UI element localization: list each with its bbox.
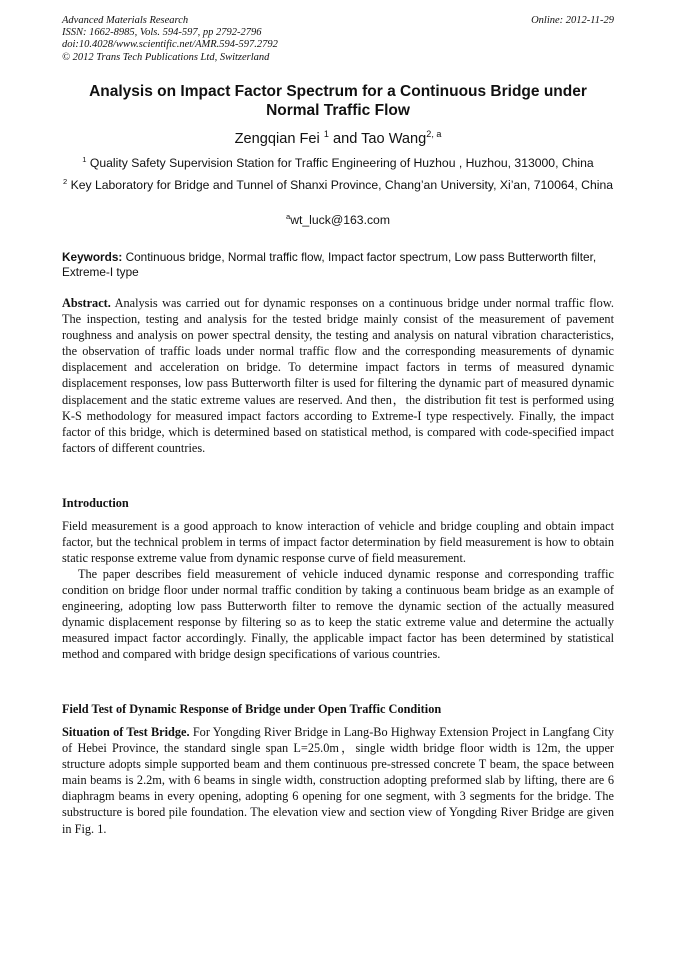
email-mark: a (286, 211, 291, 221)
journal-copyright: © 2012 Trans Tech Publications Ltd, Switzerland (62, 51, 270, 63)
author-1-affil-mark: 1 (323, 129, 329, 140)
author-2: Tao Wang (361, 131, 427, 147)
abstract (62, 295, 614, 456)
introduction-paragraph-1: Field measurement is a good approach to know interaction of vehicle and bridge coupling and obtain impact factor, but the technical problem in terms of impact factor determination by field measurement is how to obtain static response extreme value from dynamic response curve of field measurement. (62, 519, 614, 566)
author-1: Zengqian Fei (234, 131, 320, 147)
test-bridge-lead: Situation of Test Bridge. (62, 725, 190, 739)
abstract-text: Analysis was carried out for dynamic responses on a continuous bridge under normal traffic flow. The inspection, testing and analysis for the tested bridge mainly consist of the measurement of pavement roughness and analysis on power spectral density, the testing and analysis on natural vibration characteristics, the observation of traffic loads under normal traffic flow and the corresponding measurements of dynamic displacement and acceleration on bridge. To determine impact factors in terms of measured dynamic displacement responses, low pass Butterworth filter is used for filtering the dynamic part of measured dynamic displacement and the static extreme values are reserved. And then，the distribution fit test is performed using K-S methodology for measured impact factors according to Extreme-I type respectively. Finally, the impact factor of this bridge, which is determined based on statistical method, is compared with code-specified impact factors of different countries. (62, 296, 614, 455)
journal-name: Advanced Materials Research (62, 15, 189, 26)
abstract-label: Abstract. (62, 296, 111, 310)
author-conjunction: and (328, 131, 362, 147)
keywords-text: Continuous bridge, Normal traffic flow, Impact factor spectrum, Low pass Butterworth filter, Extreme-I type (62, 250, 597, 280)
affiliation-2 (62, 178, 614, 193)
email-address[interactable]: wt_luck@163.com (290, 213, 390, 227)
introduction-paragraph-2: The paper describes field measurement of vehicle induced dynamic response and corresponding traffic condition on bridge floor under normal traffic condition by taking a continuous beam bridge as an example of engineering, adopting low pass Butterworth filter to remove the dynamic section of the actually measured dynamic displacement response by filtering so as to keep the static extreme value and determine the actually measured impact factor accordingly. Finally, the applicable impact factor has been determined by statistical method and compared with bridge design specifications of various countries. (62, 567, 614, 662)
introduction-heading: Introduction (62, 496, 129, 510)
field-test-paragraph (62, 724, 614, 837)
affiliation-1 (62, 156, 614, 171)
affiliation-1-text: Quality Safety Supervision Station for Traffic Engineering of Huzhou , Huzhou, 313000, China (89, 156, 594, 170)
keywords (62, 250, 614, 281)
paper-title: Analysis on Impact Factor Spectrum for a Continuous Bridge under Normal Traffic Flow (89, 83, 587, 119)
journal-issn: ISSN: 1662-8985, Vols. 594-597, pp 2792-2796 (62, 27, 262, 39)
test-bridge-text: For Yongding River Bridge in Lang-Bo Highway Extension Project in Langfang City of Hebei Province, the standard single span L=25.0m，single width bridge floor width is 12m, the upper structure adopts simple supported beam and them continuous pre-stressed concrete T beam, the space between main beams is 2.2m, with 6 beams in single width, construction adopting preformed slab by lifting, there are 6 diaphragm beams in every opening, adopting 6 opening for one segment, with 3 segments for the bridge. The substructure is bored pile foundation. The elevation view and section view of Yongding River Bridge are given in Fig. 1. (62, 725, 615, 836)
field-test-heading: Field Test of Dynamic Response of Bridge under Open Traffic Condition (62, 702, 442, 716)
author-2-affil-mark: 2, a (426, 129, 442, 140)
affiliation-2-mark: 2 (62, 176, 68, 186)
journal-doi: doi:10.4028/www.scientific.net/AMR.594-597.2792 (62, 39, 278, 51)
author-line (62, 130, 614, 148)
journal-header (62, 15, 614, 64)
online-date: Online: 2012-11-29 (531, 15, 614, 26)
email-line (62, 213, 614, 228)
affiliation-2-text: Key Laboratory for Bridge and Tunnel of Shanxi Province, Chang’an University, Xi’an, 710064, China (70, 178, 614, 192)
keywords-label: Keywords: (62, 250, 123, 264)
affiliation-1-mark: 1 (82, 154, 87, 164)
